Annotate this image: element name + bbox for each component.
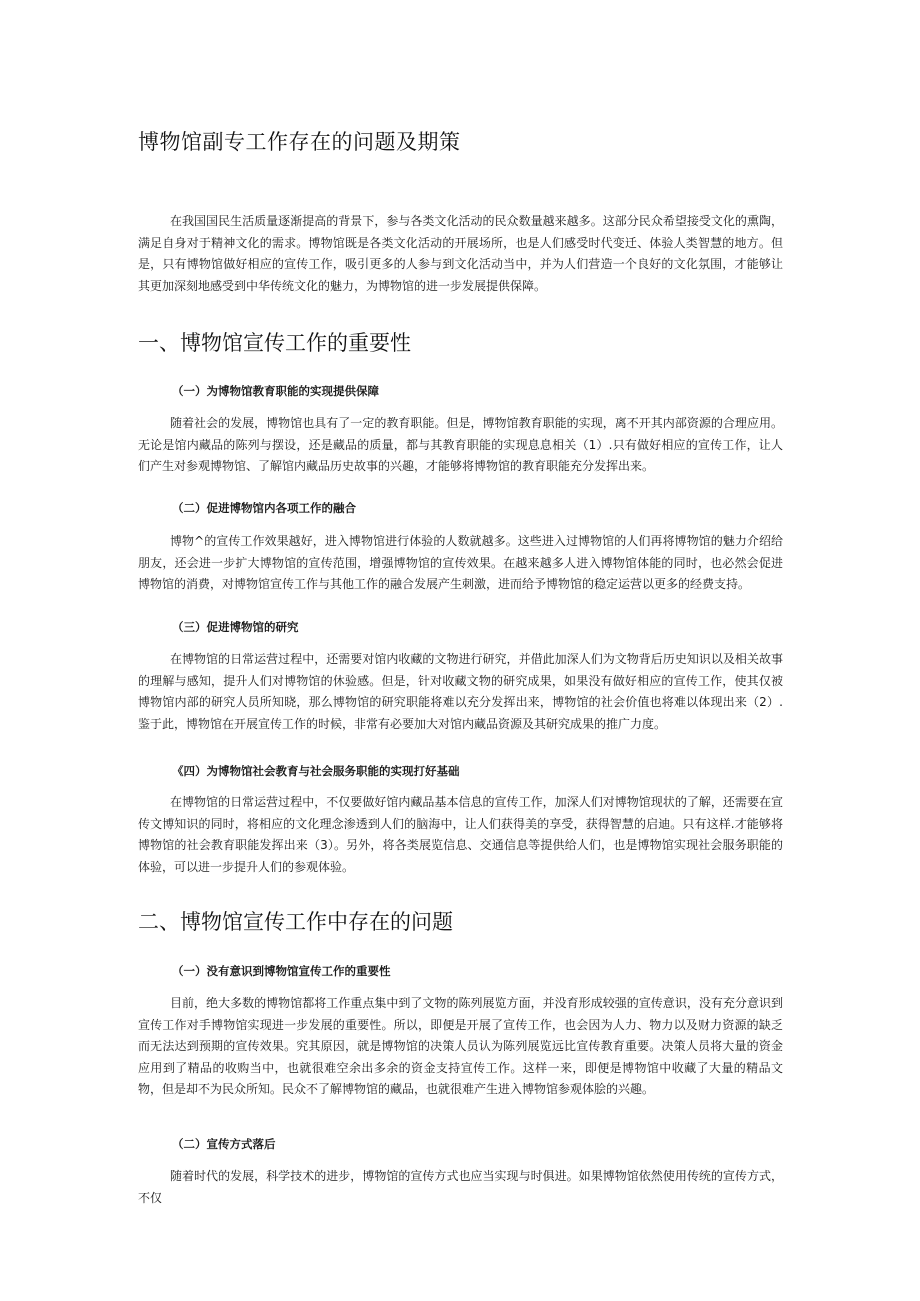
section-2-sub-1-heading: （一）没有意识到博物馆宣传工作的重要性 <box>172 964 391 978</box>
section-1-sub-1-heading: （一）为博物馆教育职能的实现提供保障 <box>172 384 379 398</box>
section-1-sub-4-heading: 《四）为博物馆社会教育与社会服务职能的实现打好基础 <box>172 764 460 778</box>
section-1-sub-2-body: 博物^的宣传工作效果越好，进入博物馆进行体验的人数就越多。这些进入过博物馆的人们再将博物馆的魅力介绍给朋友，还会进一步扩大博物馆的宣传范围，增强博物馆的宣传效果。在越来越多人进入博物馆体能的同时，也必然会促进博物馆的消费，对博物馆宣传工作与其他工作的融合发展产生刺激，进而给予博物馆的稳定运营以更多的经费支持。 <box>138 534 783 592</box>
section-1-sub-2-heading: （二）促进博物馆内各项工作的融合 <box>172 501 356 515</box>
section-2-sub-2-body: 随着时代的发展，科学技术的进步，博物馆的宣传方式也应当实现与时俱进。如果博物馆依然使用传统的宣传方式，不仅 <box>138 1169 783 1205</box>
section-2-heading: 二、博物馆宣传工作中存在的问题 <box>138 910 453 934</box>
section-1-sub-1-body: 随着社会的发展，博物馆也具有了一定的教育职能。但是，博物馆教育职能的实现，离不开其内部资源的合理应用。无论是馆内藏品的陈列与摆设，还是藏品的质量，都与其教育职能的实现息息相关（1）.只有做好相应的宣传工作，让人们产生对参观博物馆、了解馆内藏品历史故事的兴趣，才能够将博物馆的教育职能充分发挥出来。 <box>138 416 783 474</box>
section-1-sub-4-body: 在博物馆的日常运营过程中，不仅要做好馆内藏品基本信息的宣传工作，加深人们对博物馆现状的了解，还需要在宣传文博知识的同时，将相应的文化理念渗透到人们的脑海中，让人们获得美的享受，获得智慧的启迪。只有这样.才能够将博物馆的社会教育职能发挥出来（3）。另外，将各类展览信息、交通信息等提供给人们，也是博物馆实现社会服务职能的体验，可以进一步提升人们的参观体验。 <box>138 795 783 874</box>
section-1-sub-3-heading: （三）促进博物馆的研究 <box>172 620 299 634</box>
section-1-sub-3-body: 在博物馆的日常运营过程中，还需要对馆内收藏的文物进行研究，并借此加深人们为文物背后历史知识以及相关故事的理解与感知，提升人们对博物馆的休验感。但是，针对收藏文物的研究成果，如果没有做好相应的宣传工作，使其仅被博物馆内部的研究人员所知晓，那么博物馆的研究职能将难以充分发挥出来，博物馆的社会价值也将难以体现出来（2）.鉴于此，博物馆在开展宣传工作的时候，非常有必要加大对馆内藏品资源及其研究成果的推广力度。 <box>138 652 783 731</box>
section-1-heading: 一、博物馆宣传工作的重要性 <box>138 331 411 355</box>
intro-paragraph: 在我国国民生活质量逐渐提高的背景下，参与各类文化活动的民众数量越来越多。这部分民众希望接受文化的熏陶，满足自身对于精神文化的需求。博物馆既是各类文化活动的开展场所，也是人们感受时代变迁、体验人类智慧的地方。但是，只有博物馆做好相应的宣传工作，吸引更多的人参与到文化活动当中，并为人们营造一个良好的文化氛围，才能够让其更加深刻地感受到中华传统文化的魅力，为博物馆的进一步发展提供保障。 <box>138 214 783 293</box>
section-2-sub-2-heading: （二）宣传方式落后 <box>172 1137 276 1151</box>
section-2-sub-1-body: 目前，绝大多数的博物馆都将工作重点集中到了文物的陈列展览方面，并没育形成较强的宣传意识，没有充分意识到宣传工作对手博物馆实现进一步发展的重要性。所以，即便是开展了宣传工作，也会因为人力、物力以及财力资源的缺乏而无法达到预期的宣传效果。究其原因，就是博物馆的决策人员认为陈列展览远比宣传教育重要。决策人员将大量的资金应用到了精品的收购当中，也就很难空余出多余的资金支持宣传工作。这样一来，即便是博物馆中收藏了大量的精品文物，但是却不为民众所知。民众不了解博物馆的藏品，也就很难产生进入博物馆参观体脍的兴趣。 <box>138 996 783 1097</box>
document-title: 博物馆副专工作存在的问题及期策 <box>138 130 461 154</box>
